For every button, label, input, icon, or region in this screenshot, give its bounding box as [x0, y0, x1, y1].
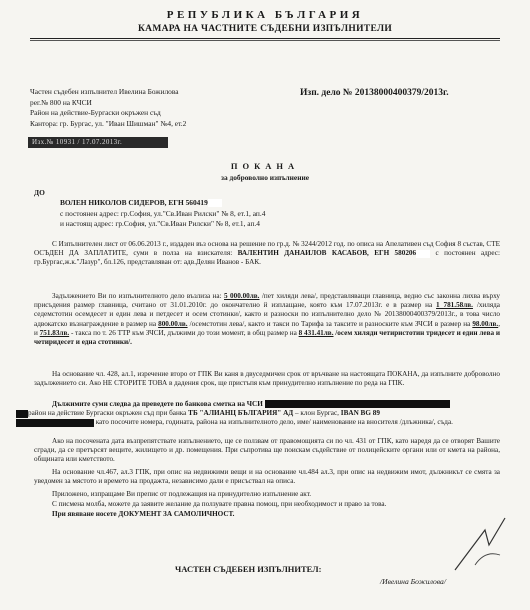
addressee-permanent-address: с постоянен адрес: гр.София, ул."Св.Иван Рилски" № 8, ет.1, ап.4	[60, 208, 266, 218]
redaction-bar-1	[265, 400, 450, 408]
p2-text-6: - такса по т. 26 ТТР към ЗЧСИ, дължими до този момент, в общ размер на	[69, 328, 299, 337]
redaction-white	[208, 199, 222, 207]
header-rule-thin	[30, 40, 500, 41]
addressee-block	[60, 198, 520, 230]
signature-title: ЧАСТЕН СЪДЕБЕН ИЗПЪЛНИТЕЛ:	[175, 564, 322, 574]
p1-text-end: с постоянен адрес: гр.Бургас,ж.к."Лазур", бл.126, представляван от: адв.Делян Иванов - БАК.	[34, 249, 500, 267]
p2-text: Задължението Ви по изпълнителното дело възлиза на:	[52, 292, 224, 300]
addressee-current-address: и настоящ адрес: гр.София, ул."Св.Иван Рилски" № 8, ет.1, ап.4	[60, 219, 260, 229]
amount-lawyer-fee: 800.00лв.	[158, 319, 188, 328]
p2-text-2: /пет хиляди лева/, представляващи главница, ведно със законна лихва върху присъдения размер главница, считано от 31.01.2010г. до окончателно й изплащане, която към 17.07.2013г. е в размер на	[34, 292, 500, 310]
redaction-bar-3	[16, 419, 94, 427]
amount-interest: 1 781.58лв.	[436, 301, 473, 310]
p1-text: С Изпълнителен лист от 06.06.2013 г., издаден въз основа на решение по гр.д. № 3244/2012 год. по описа на Апелативен съд София 8 състав, СТЕ ОСЪДЕН ДА ЗАПЛАТИТЕ, суми в полза на взискателя:	[34, 240, 500, 258]
paragraph-invitation: На основание чл. 428, ал.1, изречение второ от ГПК Ви каня в двуседмичен срок от връчване на настоящата ПОКАНА, да изпълните доброволно задължението си. Ако НЕ СТОРИТЕ ТОВА в дадения срок, ще пристъпя към принудително изпълнение по реда на ГПК.	[34, 370, 500, 388]
enforcer-block	[30, 87, 280, 129]
amount-total-words: /осем хиляди четиристотин тридесет и един лева и четиридесет и една стотинки/.	[34, 328, 501, 347]
paragraph-attachment: Приложено, изпращаме Ви препис от подлежащия на принудително изпълнение акт.	[52, 490, 312, 498]
case-number: Изп. дело № 20138000400379/2013г.	[300, 88, 449, 98]
paragraph-legal-aid: С писмена молба, можете да заявите желание да ползувате правна помощ, при необходимост и право за това.	[52, 500, 387, 508]
outgoing-number-stamp: Изх.№ 10931 / 17.07.2013г.	[28, 137, 168, 148]
p2-text-3: /хиляда седемстотин осемдесет и един лева и петдесет и осем стотинки/, както и разноски по изпълнително дело № 20138000400379/2013г., в това число адвокатско възнаграждение в размер на	[34, 301, 500, 328]
amount-tariff: 751.83лв.	[39, 328, 70, 337]
header-chamber: КАМАРА НА ЧАСТНИТЕ СЪДЕБНИ ИЗПЪЛНИТЕЛИ	[137, 24, 393, 34]
iban-prefix: IBAN BG 89	[340, 409, 380, 418]
enforcer-name: Частен съдебен изпълнител Ивелина Божилова	[30, 87, 179, 96]
document-subtitle: за доброволно изпълнение	[220, 173, 310, 182]
enforcer-office: Кантора: гр. Бургас, ул. "Иван Шишман" №4, ет.2	[30, 118, 187, 128]
addressee-name: ВОЛЕН НИКОЛОВ СИДЕРОВ, ЕГН 560419	[60, 198, 208, 207]
p4-text-3: – клон Бургас,	[293, 409, 341, 418]
paragraph-bank	[28, 400, 500, 428]
amount-principal: 5 000.00лв.	[224, 292, 260, 300]
paragraph-writ	[34, 240, 500, 268]
redaction-white-2	[416, 250, 430, 258]
p4-text-2: район на действие Бургаски окръжен съд при банка	[28, 409, 189, 418]
p4-text-4: като посочите номера, годината, района на изпълнителното дело, име/ наименование на вносителя /длъжника/, съда.	[94, 418, 453, 427]
paragraph-debt	[34, 292, 500, 347]
addressee-to: ДО	[34, 188, 45, 197]
p2-text-5: , и	[34, 319, 500, 337]
paragraph-enforcement: Ако на посочената дата възпрепятствате изпълнението, ще се ползвам от правомощията си по чл. 431 от ГПК, като наредя да се отворят Вашите сгради, да се претърсят вещите, жилището и др. помещения. При съпротива ще поискам съдействие от полицейските органи или от кмета на района, общината или кметството.	[34, 437, 500, 464]
paragraph-sale-notice: На основание чл.467, ал.3 ГПК, при опис на недвижими вещи и на основание чл.484 ал.3, при опис на недвижим имот, дължникът се смята за уведомен за мястото и времето на продажта, независимо дали е присъствал на описа.	[34, 468, 500, 486]
enforcer-reg: рег.№ 800 на КЧСИ	[30, 97, 92, 107]
p2-text-4: /осемстотин лева/, както и такси по Тарифа за таксите и разноските към ЗЧСИ в размер на	[187, 319, 473, 328]
paragraph-id-document: При явяване носете ДОКУМЕНТ ЗА САМОЛИЧНОСТ.	[52, 510, 235, 518]
header-republic: РЕПУБЛИКА БЪЛГАРИЯ	[166, 9, 364, 21]
document-title: ПОКАНА	[230, 161, 300, 171]
signature-scribble-icon	[445, 510, 515, 580]
amount-fees: 98.00лв.	[472, 319, 499, 328]
header-rule	[30, 38, 500, 39]
amount-total: 8 431.41лв.	[298, 328, 334, 337]
signature-name: /Ивелина Божилова/	[380, 577, 446, 586]
bank-name: ТБ "АЛИАНЦ БЪЛГАРИЯ" АД	[188, 409, 294, 418]
creditor-name: ВАЛЕНТИН ДАНАИЛОВ КАСАБОВ, ЕГН 580206	[237, 249, 417, 258]
redaction-bar-2	[16, 410, 28, 418]
enforcer-district: Район на действие-Бургаски окръжен съд	[30, 108, 161, 118]
p4-text: Дължимите суми следва да преведете по банкова сметка на ЧСИ	[52, 400, 263, 408]
